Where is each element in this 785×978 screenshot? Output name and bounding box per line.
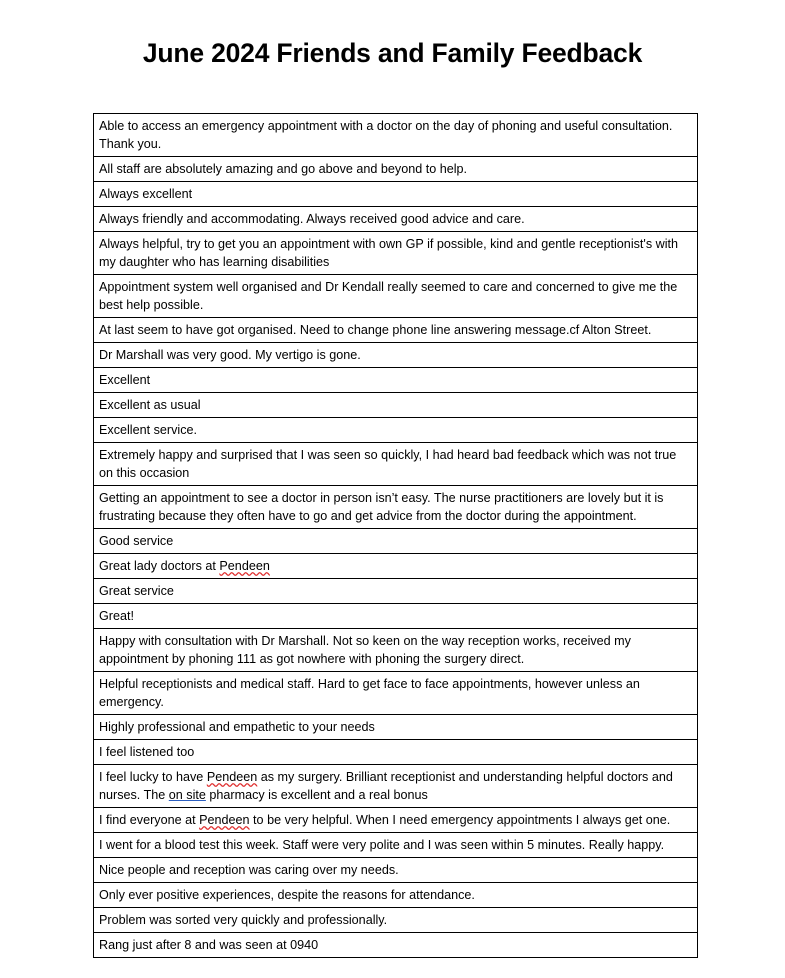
feedback-comment-cell: Great service [94, 579, 698, 604]
table-row [94, 443, 698, 486]
spellcheck-underline: Pendeen [199, 813, 250, 827]
spellcheck-underline: Pendeen [206, 770, 258, 784]
table-row [94, 232, 698, 275]
feedback-comment-cell: Getting an appointment to see a doctor in person isn’t easy. The nurse practitioners are lovely but it is frustrating because they often have to go and get advice from the doctor during the appointment. [94, 486, 698, 529]
grammar-underline: on site [168, 788, 206, 802]
table-row [94, 486, 698, 529]
feedback-comment-cell: Nice people and reception was caring over my needs. [94, 858, 698, 883]
table-row [94, 182, 698, 207]
table-row [94, 629, 698, 672]
table-row [94, 275, 698, 318]
feedback-comment-cell: Appointment system well organised and Dr Kendall really seemed to care and concerned to give me the best help possible. [94, 275, 698, 318]
feedback-table-body [94, 114, 698, 958]
feedback-comment-cell: Extremely happy and surprised that I was seen so quickly, I had heard bad feedback which was not true on this occasion [94, 443, 698, 486]
feedback-comment-cell: Only ever positive experiences, despite the reasons for attendance. [94, 883, 698, 908]
feedback-comment-cell: Excellent service. [94, 418, 698, 443]
table-row [94, 883, 698, 908]
feedback-comments-table [93, 113, 698, 958]
table-row [94, 672, 698, 715]
table-row [94, 343, 698, 368]
table-row [94, 318, 698, 343]
spellcheck-underline: Pendeen [219, 559, 270, 573]
table-row [94, 418, 698, 443]
table-row [94, 393, 698, 418]
table-row [94, 554, 698, 579]
feedback-comment-cell [94, 765, 698, 808]
table-row [94, 604, 698, 629]
table-row [94, 529, 698, 554]
feedback-comment-cell: Dr Marshall was very good. My vertigo is gone. [94, 343, 698, 368]
feedback-comment-cell: Helpful receptionists and medical staff. Hard to get face to face appointments, however unless an emergency. [94, 672, 698, 715]
table-row [94, 933, 698, 958]
feedback-comment-cell: At last seem to have got organised. Need to change phone line answering message.cf Alton Street. [94, 318, 698, 343]
feedback-comment-cell: Able to access an emergency appointment with a doctor on the day of phoning and useful consultation. Thank you. [94, 114, 698, 157]
table-row [94, 908, 698, 933]
feedback-comment-cell: Highly professional and empathetic to your needs [94, 715, 698, 740]
comment-text: I find everyone at [99, 813, 200, 827]
table-row [94, 740, 698, 765]
feedback-comment-cell: Rang just after 8 and was seen at 0940 [94, 933, 698, 958]
feedback-comment-cell: Excellent [94, 368, 698, 393]
feedback-comment-cell: I went for a blood test this week. Staff were very polite and I was seen within 5 minutes. Really happy. [94, 833, 698, 858]
comment-text: I feel lucky to have [99, 770, 207, 784]
table-row [94, 715, 698, 740]
feedback-comment-cell: Problem was sorted very quickly and professionally. [94, 908, 698, 933]
feedback-comment-cell: Excellent as usual [94, 393, 698, 418]
table-row [94, 114, 698, 157]
comment-text: to be very helpful. When I need emergency appointments I always get one. [249, 813, 671, 827]
feedback-comment-cell: Good service [94, 529, 698, 554]
table-row [94, 368, 698, 393]
feedback-comment-cell: Always helpful, try to get you an appointment with own GP if possible, kind and gentle receptionist's with my daughter who has learning disabilities [94, 232, 698, 275]
comment-text: as my surgery. Brilliant receptionist and understanding helpful doctors and nurses. The [99, 770, 673, 802]
feedback-comment-cell [94, 808, 698, 833]
feedback-comment-cell: I feel listened too [94, 740, 698, 765]
table-row [94, 207, 698, 232]
feedback-comment-cell [94, 554, 698, 579]
feedback-comment-cell: Always excellent [94, 182, 698, 207]
table-row [94, 157, 698, 182]
comment-text: Great lady doctors at [99, 559, 220, 573]
feedback-comment-cell: All staff are absolutely amazing and go above and beyond to help. [94, 157, 698, 182]
table-row [94, 808, 698, 833]
comment-text: pharmacy is excellent and a real bonus [205, 788, 428, 802]
feedback-comment-cell: Always friendly and accommodating. Always received good advice and care. [94, 207, 698, 232]
table-row [94, 858, 698, 883]
table-row [94, 833, 698, 858]
table-row [94, 579, 698, 604]
page-title: June 2024 Friends and Family Feedback [142, 38, 643, 68]
feedback-comment-cell: Happy with consultation with Dr Marshall. Not so keen on the way reception works, received my appointment by phoning 111 as got nowhere with phoning the surgery direct. [94, 629, 698, 672]
feedback-comment-cell: Great! [94, 604, 698, 629]
table-row [94, 765, 698, 808]
